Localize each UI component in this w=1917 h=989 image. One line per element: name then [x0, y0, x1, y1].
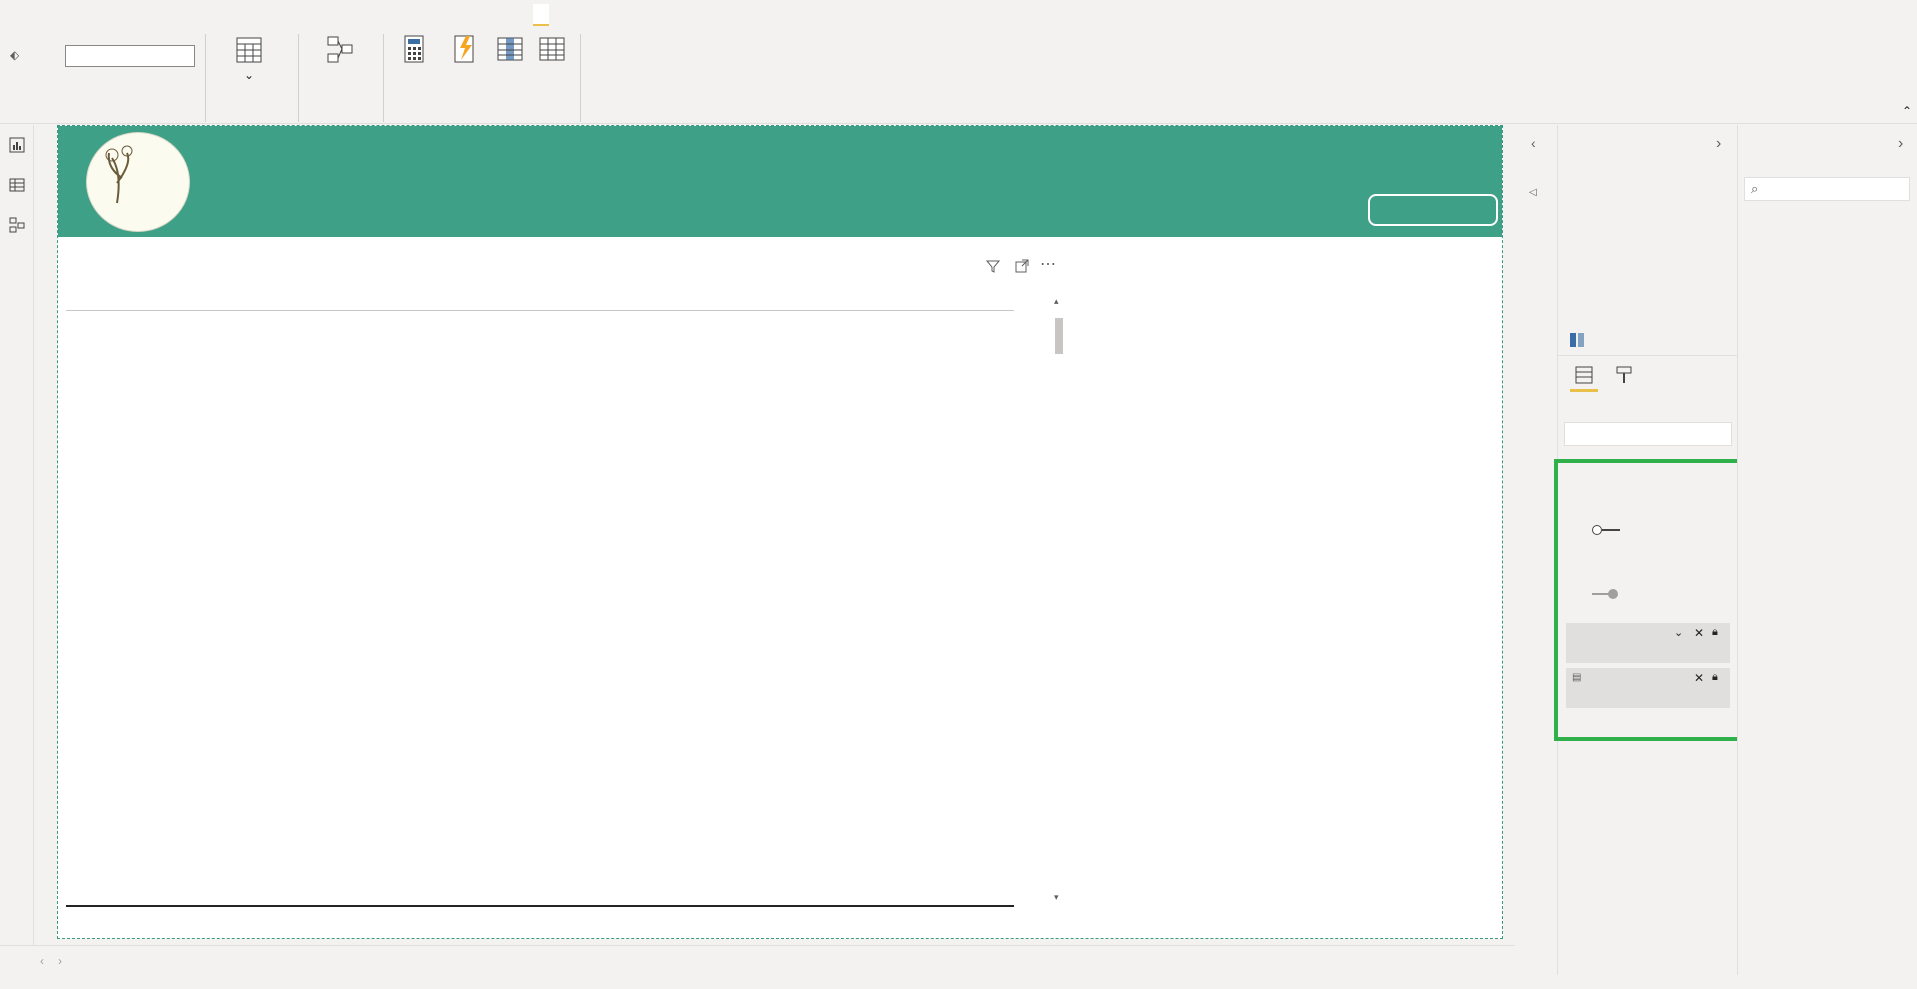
page-tabs — [0, 945, 1515, 981]
tab-scroll-left-icon[interactable]: ‹ — [40, 954, 44, 968]
table-icon — [538, 34, 566, 64]
filters-pane-collapsed[interactable] — [1515, 125, 1555, 945]
scroll-up-icon[interactable]: ▴ — [1054, 296, 1059, 306]
total-row — [74, 908, 1014, 928]
lock-icon[interactable]: 🔒︎ — [1712, 671, 1718, 683]
menu-view[interactable] — [296, 4, 312, 26]
menu-bar — [0, 0, 1917, 26]
fields-search-input[interactable] — [1769, 181, 1905, 197]
tag-icon: ⬖ — [10, 48, 20, 62]
format-paint-icon[interactable] — [1614, 365, 1634, 385]
status-bar — [0, 981, 1917, 989]
page-notes — [1216, 349, 1506, 370]
calculator-icon — [400, 34, 428, 64]
mark-as-date-table-button[interactable] — [214, 34, 284, 83]
relationships-icon — [326, 34, 354, 64]
manage-relationships-button[interactable] — [304, 34, 376, 68]
more-options-icon[interactable]: ⋯ — [1040, 256, 1056, 273]
calendar-table-icon — [235, 34, 263, 64]
custom-visual-icon[interactable] — [1568, 331, 1586, 349]
cross-report-toggle[interactable] — [1592, 523, 1622, 535]
data-view-icon[interactable] — [9, 177, 25, 193]
quick-measure-button[interactable] — [440, 34, 488, 68]
tab-scroll-right-icon[interactable]: › — [58, 954, 62, 968]
chevron-down-icon[interactable]: ⌄ — [1674, 627, 1684, 639]
new-table-button[interactable] — [532, 34, 572, 68]
measure-icon: ▤ — [1572, 672, 1582, 683]
school-logo — [86, 132, 190, 232]
name-input[interactable] — [65, 45, 195, 67]
close-icon[interactable]: ✕ — [1694, 626, 1705, 640]
menu-home[interactable] — [70, 4, 86, 26]
collapse-ribbon-icon[interactable]: ⌃ — [1902, 104, 1913, 118]
menu-file[interactable] — [12, 4, 28, 26]
scroll-down-icon[interactable]: ▾ — [1054, 892, 1059, 902]
tree-icon — [87, 133, 191, 233]
open-filters-button[interactable] — [1368, 194, 1498, 226]
vertical-scrollbar[interactable] — [1054, 296, 1064, 906]
drill-through-section — [1554, 459, 1744, 741]
menu-external-tools[interactable] — [418, 4, 434, 26]
drill-field-attendance[interactable] — [1566, 668, 1730, 708]
model-view-icon[interactable] — [9, 217, 25, 233]
fields-pane — [1737, 125, 1917, 975]
report-view-icon[interactable] — [9, 137, 25, 153]
keep-filters-toggle[interactable] — [1592, 587, 1622, 599]
lock-icon[interactable]: 🔒︎ — [1712, 626, 1718, 638]
chevron-down-icon: ⌄ — [243, 68, 255, 82]
fields-tab-icon[interactable] — [1574, 365, 1594, 385]
menu-insert[interactable] — [138, 4, 154, 26]
column-icon — [496, 34, 524, 64]
report-canvas — [57, 125, 1503, 939]
fields-search-box[interactable] — [1744, 177, 1910, 201]
ribbon — [0, 26, 1917, 124]
menu-table-tools[interactable] — [533, 4, 549, 26]
add-data-fields-well[interactable] — [1564, 422, 1732, 446]
view-switcher — [0, 125, 34, 975]
drill-field-attd-this-year[interactable] — [1566, 623, 1730, 663]
chevron-right-icon[interactable]: › — [1898, 135, 1904, 152]
close-icon[interactable]: ✕ — [1694, 671, 1705, 685]
filter-pane-icon: ◁ — [1529, 187, 1537, 198]
menu-help[interactable] — [356, 4, 372, 26]
search-icon: ⌕ — [1751, 181, 1759, 196]
new-column-button[interactable] — [488, 34, 532, 68]
menu-modeling[interactable] — [204, 4, 220, 26]
scrollbar-thumb[interactable] — [1055, 318, 1063, 354]
new-measure-button[interactable] — [390, 34, 438, 68]
chevron-right-icon[interactable]: › — [1716, 135, 1722, 152]
quick-calculator-icon — [450, 34, 478, 64]
student-table[interactable] — [66, 256, 1068, 936]
title-banner — [58, 126, 1502, 237]
visualizations-pane — [1557, 125, 1737, 975]
chevron-left-icon[interactable]: ‹ — [1531, 135, 1536, 151]
